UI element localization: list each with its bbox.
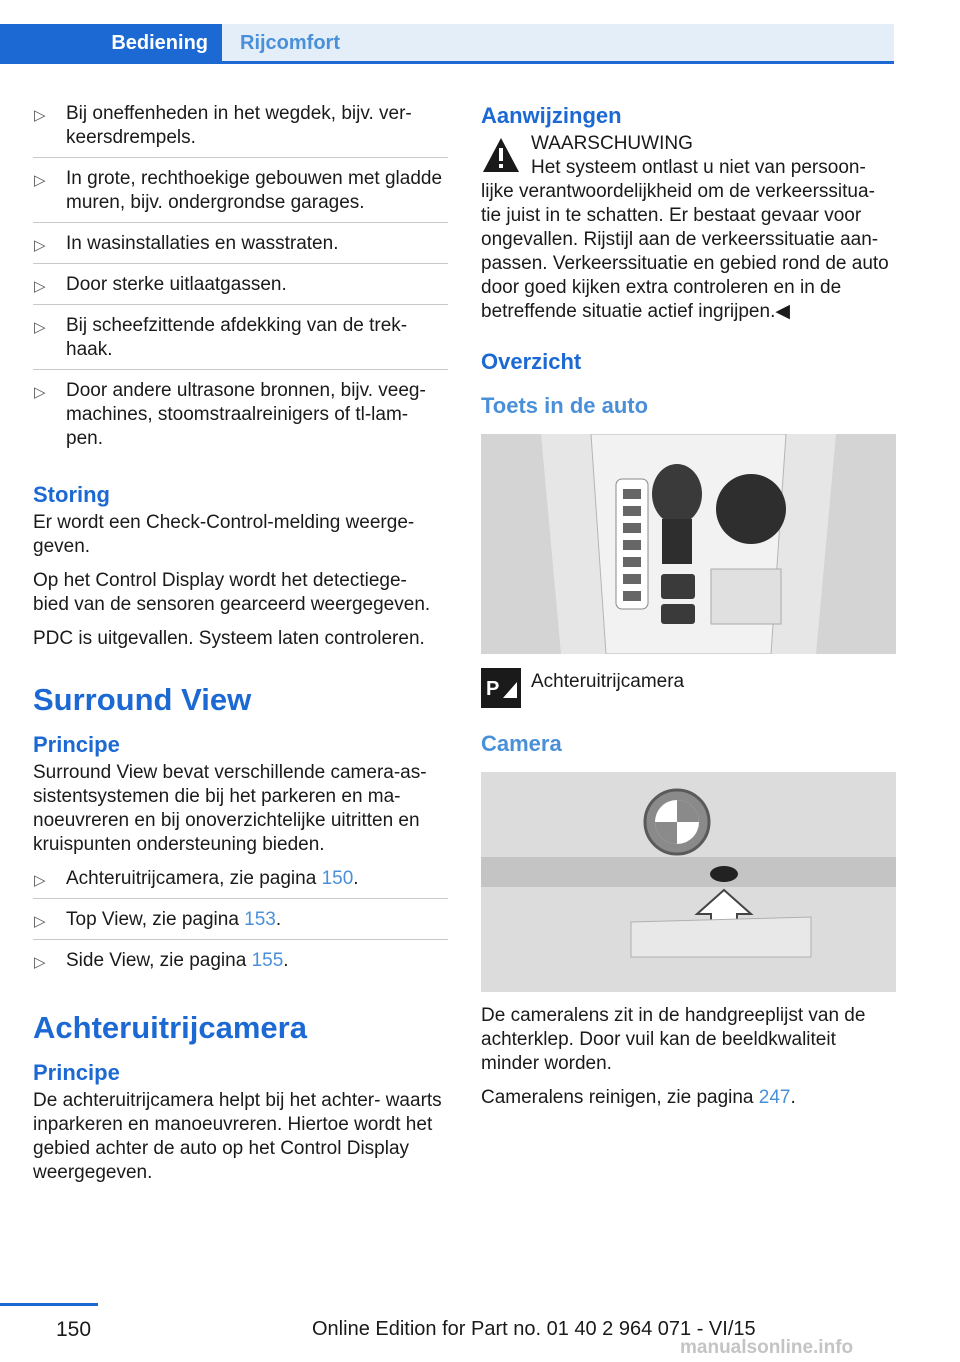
left-column <box>33 102 448 1195</box>
camera-text-2: Cameralens reinigen, zie pagina 247. <box>481 1087 796 1108</box>
list-item: ▷ In wasinstallaties en wasstraten. <box>33 232 448 264</box>
principe-text-2: De achteruitrijcamera helpt bij het achter‐ waarts inparkeren en manoeuvreren. Hiertoe wordt het gebied achter de auto op het Control Display weergegeven. <box>33 1090 442 1183</box>
triangle-bullet-icon: ▷ <box>34 384 46 401</box>
button-label: Achteruitrijcamera <box>531 671 685 692</box>
page-number: 150 <box>56 1318 92 1341</box>
triangle-bullet-icon: ▷ <box>34 107 46 124</box>
reference-list <box>33 867 448 980</box>
edition-text: Online Edition for Part no. 01 40 2 964 071 - VI/15 <box>312 1318 756 1340</box>
triangle-bullet-icon: ▷ <box>34 913 46 930</box>
page-link[interactable]: 247 <box>758 1087 791 1108</box>
tab-rijcomfort[interactable]: Rijcomfort <box>222 24 894 62</box>
svg-text:P: P <box>486 678 500 700</box>
list-item: ▷ Bij oneffenheden in het wegdek, bijv. ver‐ keersdrempels. <box>33 102 448 158</box>
storing-text-3: PDC is uitgevallen. Systeem laten controleren. <box>33 628 425 649</box>
section-title-surround-view: Surround View <box>33 682 252 717</box>
center-console-image <box>481 434 896 654</box>
page-link[interactable]: 150 <box>321 868 354 889</box>
list-item: ▷ Side View, zie pagina 155. <box>33 949 448 980</box>
list-item: ▷ Door sterke uitlaatgassen. <box>33 273 448 305</box>
watermark: manualsonline.info <box>680 1337 854 1358</box>
subsection-title-principe-2: Principe <box>33 1060 120 1085</box>
storing-text-1: Er wordt een Check-Control-melding weerge‐ geven. <box>33 512 415 557</box>
triangle-bullet-icon: ▷ <box>34 319 46 336</box>
list-item: ▷ Top View, zie pagina 153. <box>33 908 448 940</box>
page-link[interactable]: 155 <box>251 950 284 971</box>
triangle-bullet-icon: ▷ <box>34 872 46 889</box>
page-header <box>0 0 960 64</box>
warning-text: Het systeem ontlast u niet van persoon‐ lijke verantwoordelijkheid om de verkeerssitua‐ tie juist in te schatten. Er bestaat gevaar voor ongevallen. Rijstijl aan de verkeerssituatie aan‐ passen. Verkeerssituatie en gebied rond de auto door goed kijken extra controleren en in de betreffende situatie actief ingrijpen.◀ <box>481 157 889 322</box>
camera-text-1: De cameralens zit in de handgreeplijst van de achterklep. Door vuil kan de beeldkwaliteit minder worden. <box>481 1005 866 1074</box>
section-title-overzicht: Overzicht <box>481 349 582 374</box>
condition-list <box>33 102 448 458</box>
list-item: ▷ In grote, rechthoekige gebouwen met gladde muren, bijv. ondergrondse garages. <box>33 167 448 223</box>
triangle-bullet-icon: ▷ <box>34 172 46 189</box>
tab-bediening[interactable]: Bediening <box>0 24 222 62</box>
right-column <box>481 102 896 1120</box>
list-item: ▷ Door andere ultrasone bronnen, bijv. veeg‐ machines, stoomstraalreinigers of tl-lam‐ pen. <box>34 380 426 449</box>
triangle-bullet-icon: ▷ <box>34 278 46 295</box>
section-title-storing: Storing <box>33 482 110 507</box>
rear-camera-image <box>481 772 896 992</box>
list-item: ▷ Bij scheefzittende afdekking van de trek‐ haak. <box>33 314 448 370</box>
principe-text: Surround View bevat verschillende camera-as‐ sistentsystemen die bij het parkeren en ma‐ noeuvreren en bij onoverzichtelijke uitritten en kruispunten ondersteuning bieden. <box>33 762 427 855</box>
warning-triangle-icon <box>481 136 521 174</box>
storing-text-2: Op het Control Display wordt het detectiege‐ bied van de sensoren gearceerd weergegeven. <box>33 570 431 615</box>
subsection-title-principe: Principe <box>33 732 120 757</box>
header-divider <box>0 61 894 64</box>
warning-block <box>481 132 896 182</box>
button-row <box>481 670 896 714</box>
warning-label: WAARSCHUWING <box>531 133 693 154</box>
section-title-achteruitrijcamera: Achteruitrijcamera <box>33 1010 307 1045</box>
list-item: ▷ Achteruitrijcamera, zie pagina 150. <box>33 867 448 899</box>
subsection-title-toets: Toets in de auto <box>481 393 649 418</box>
subsection-title-camera: Camera <box>481 731 562 756</box>
triangle-bullet-icon: ▷ <box>34 237 46 254</box>
triangle-bullet-icon: ▷ <box>34 954 46 971</box>
footer-divider <box>0 1303 98 1306</box>
rear-camera-button-icon <box>481 668 521 708</box>
page-link[interactable]: 153 <box>244 909 276 930</box>
section-title-aanwijzingen: Aanwijzingen <box>481 103 622 128</box>
